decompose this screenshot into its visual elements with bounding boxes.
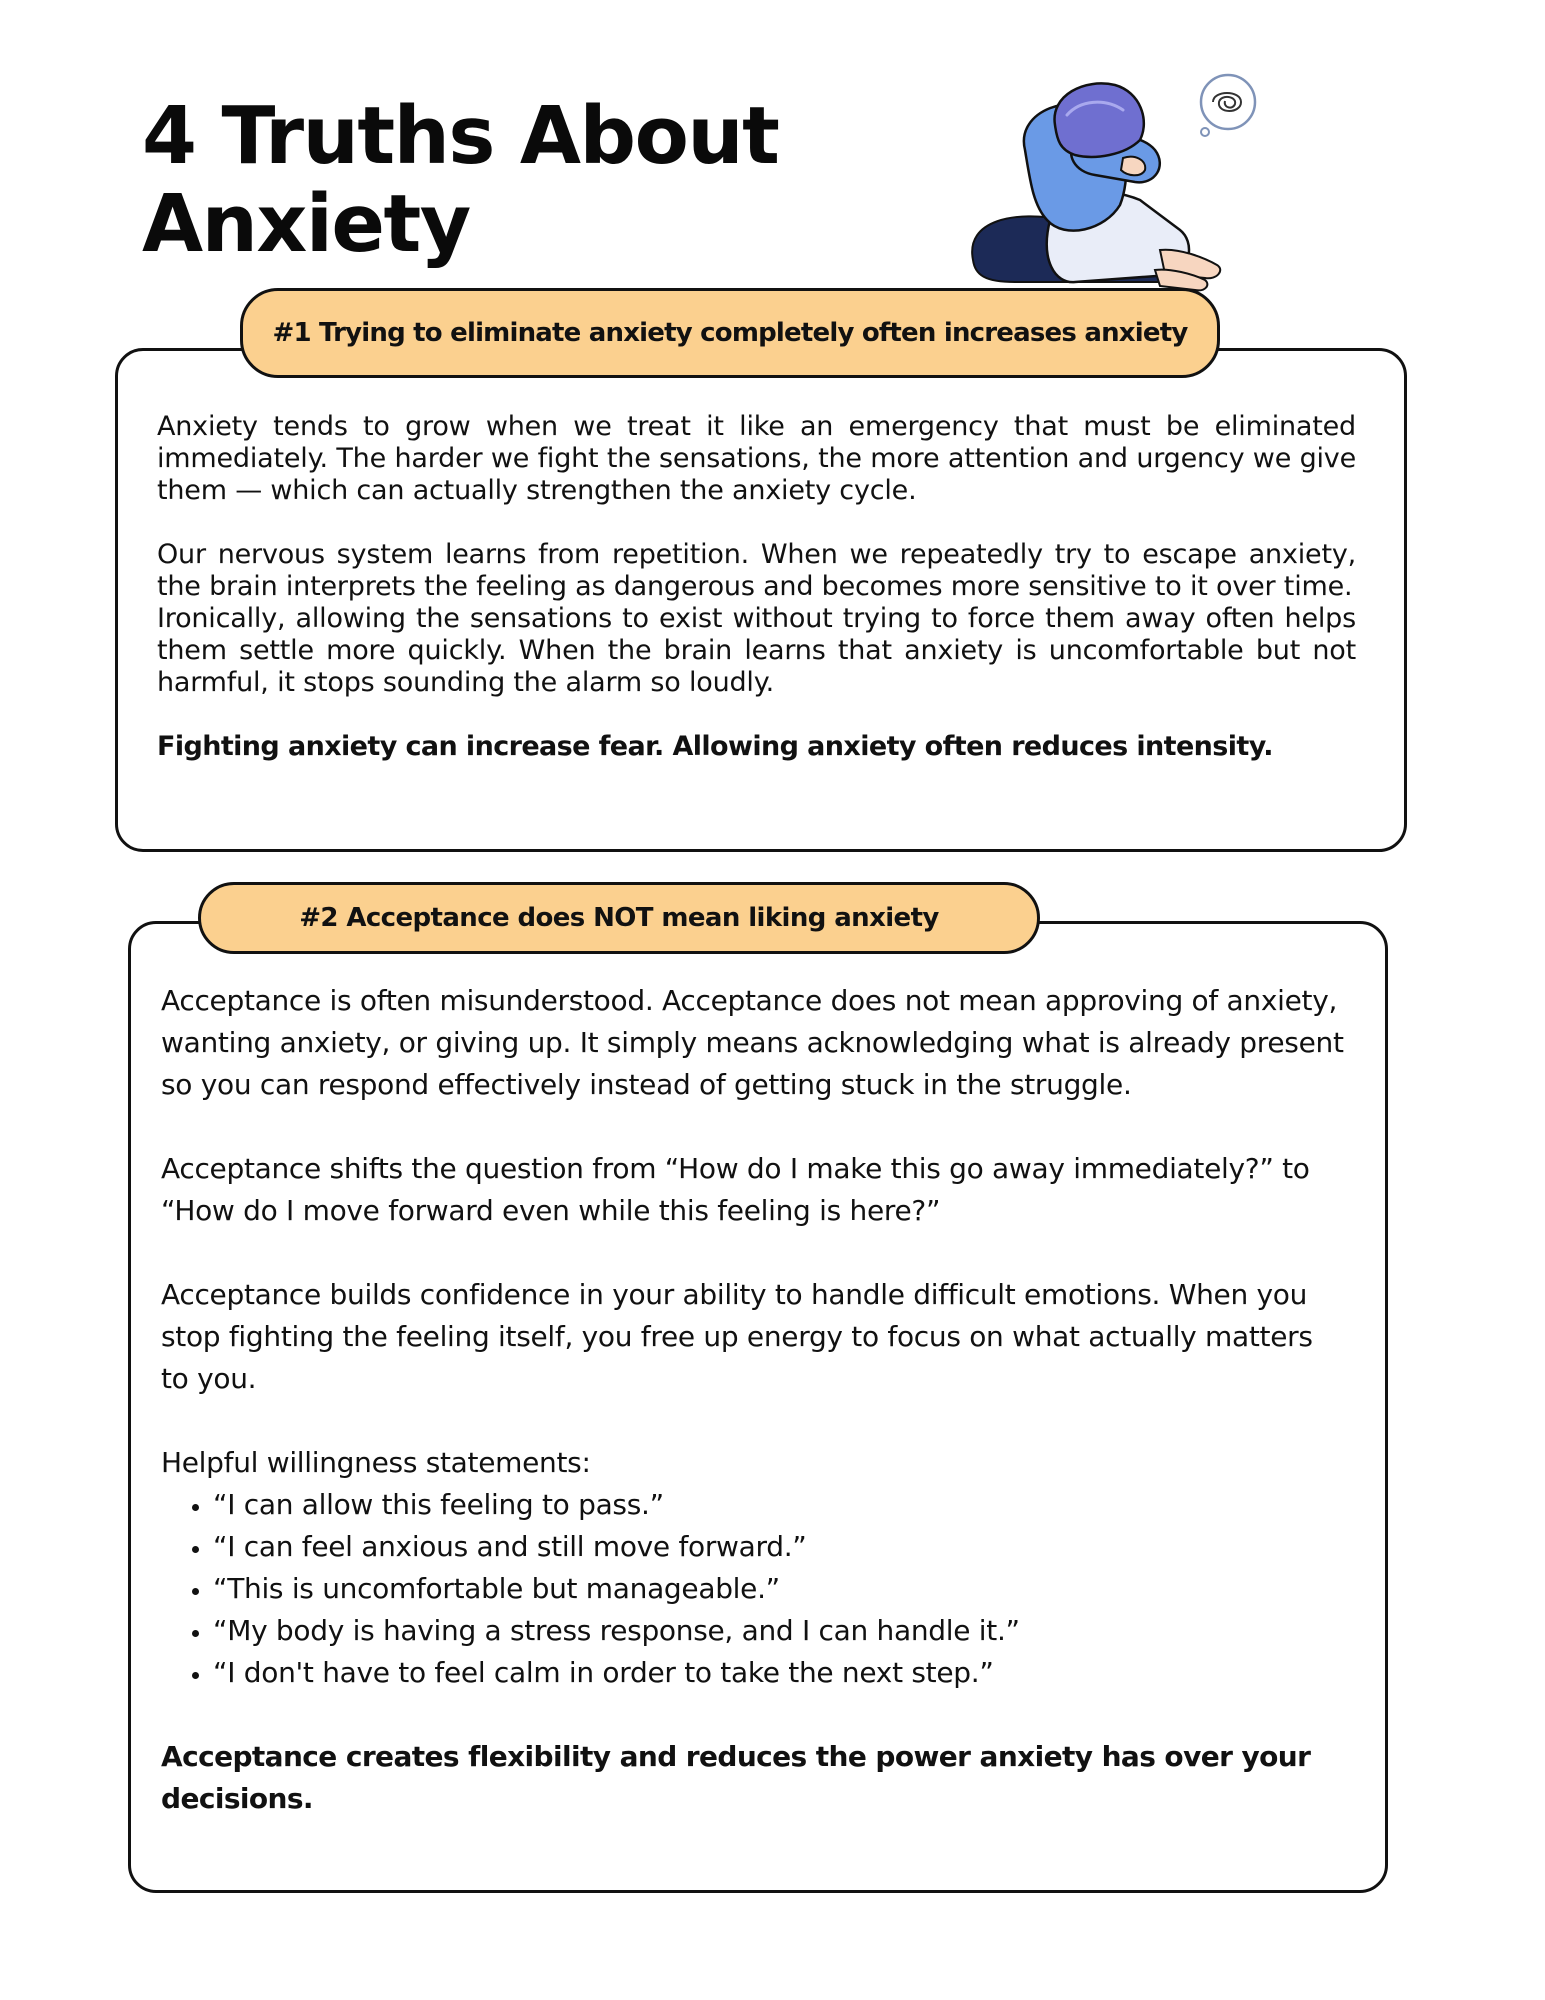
section-2-card bbox=[128, 921, 1388, 1893]
section-2-heading: #2 Acceptance does NOT mean liking anxiety bbox=[198, 882, 1040, 954]
section-1-paragraph-2: Our nervous system learns from repetition. When we repeatedly try to escape anxiety, the brain interprets the feeling as dangerous and becomes more sensitive to it over time. bbox=[157, 539, 1356, 602]
willingness-statements-list bbox=[161, 1484, 1345, 1694]
list-item: • “This is uncomfortable but manageable.” bbox=[213, 1568, 1345, 1610]
section-2-takeaway: Acceptance creates flexibility and reduces the power anxiety has over your decisions. bbox=[161, 1740, 1311, 1815]
list-item: • “I can allow this feeling to pass.” bbox=[213, 1484, 1345, 1526]
statements-intro: Helpful willingness statements: bbox=[161, 1446, 591, 1479]
page-title-line-2: Anxiety bbox=[142, 178, 470, 270]
section-1-paragraph-1: Anxiety tends to grow when we treat it like an emergency that must be eliminated immediately. The harder we fight the sensations, the more attention and urgency we give them — which can actually strengthen the anxiety cycle. bbox=[157, 411, 1356, 506]
section-1-card bbox=[115, 348, 1407, 852]
anxious-person-illustration bbox=[955, 70, 1285, 320]
page-title bbox=[142, 92, 778, 268]
section-1-paragraph-3: Ironically, allowing the sensations to exist without trying to force them away often helps them settle more quickly. When the brain learns that anxiety is uncomfortable but not harmful, it stops sounding the alarm so loudly. bbox=[157, 603, 1356, 698]
section-1-heading: #1 Trying to eliminate anxiety completely often increases anxiety bbox=[240, 288, 1220, 378]
list-item: • “I don't have to feel calm in order to take the next step.” bbox=[213, 1652, 1345, 1694]
list-item: • “My body is having a stress response, and I can handle it.” bbox=[213, 1610, 1345, 1652]
section-1-takeaway: Fighting anxiety can increase fear. Allowing anxiety often reduces intensity. bbox=[157, 731, 1273, 762]
section-2-paragraph-1: Acceptance is often misunderstood. Acceptance does not mean approving of anxiety, wanting anxiety, or giving up. It simply means acknowledging what is already present so you can respond effectively instead of getting stuck in the struggle. bbox=[161, 984, 1344, 1101]
section-2-paragraph-3: Acceptance builds confidence in your ability to handle difficult emotions. When you stop fighting the feeling itself, you free up energy to focus on what actually matters to you. bbox=[161, 1278, 1313, 1395]
section-2-paragraph-2: Acceptance shifts the question from “How do I make this go away immediately?” to “How do I move forward even while this feeling is here?” bbox=[161, 1152, 1310, 1227]
page-title-line-1: 4 Truths About bbox=[142, 90, 779, 182]
list-item: • “I can feel anxious and still move forward.” bbox=[213, 1526, 1345, 1568]
section-1-body bbox=[157, 411, 1356, 763]
section-2-body bbox=[161, 980, 1345, 1820]
